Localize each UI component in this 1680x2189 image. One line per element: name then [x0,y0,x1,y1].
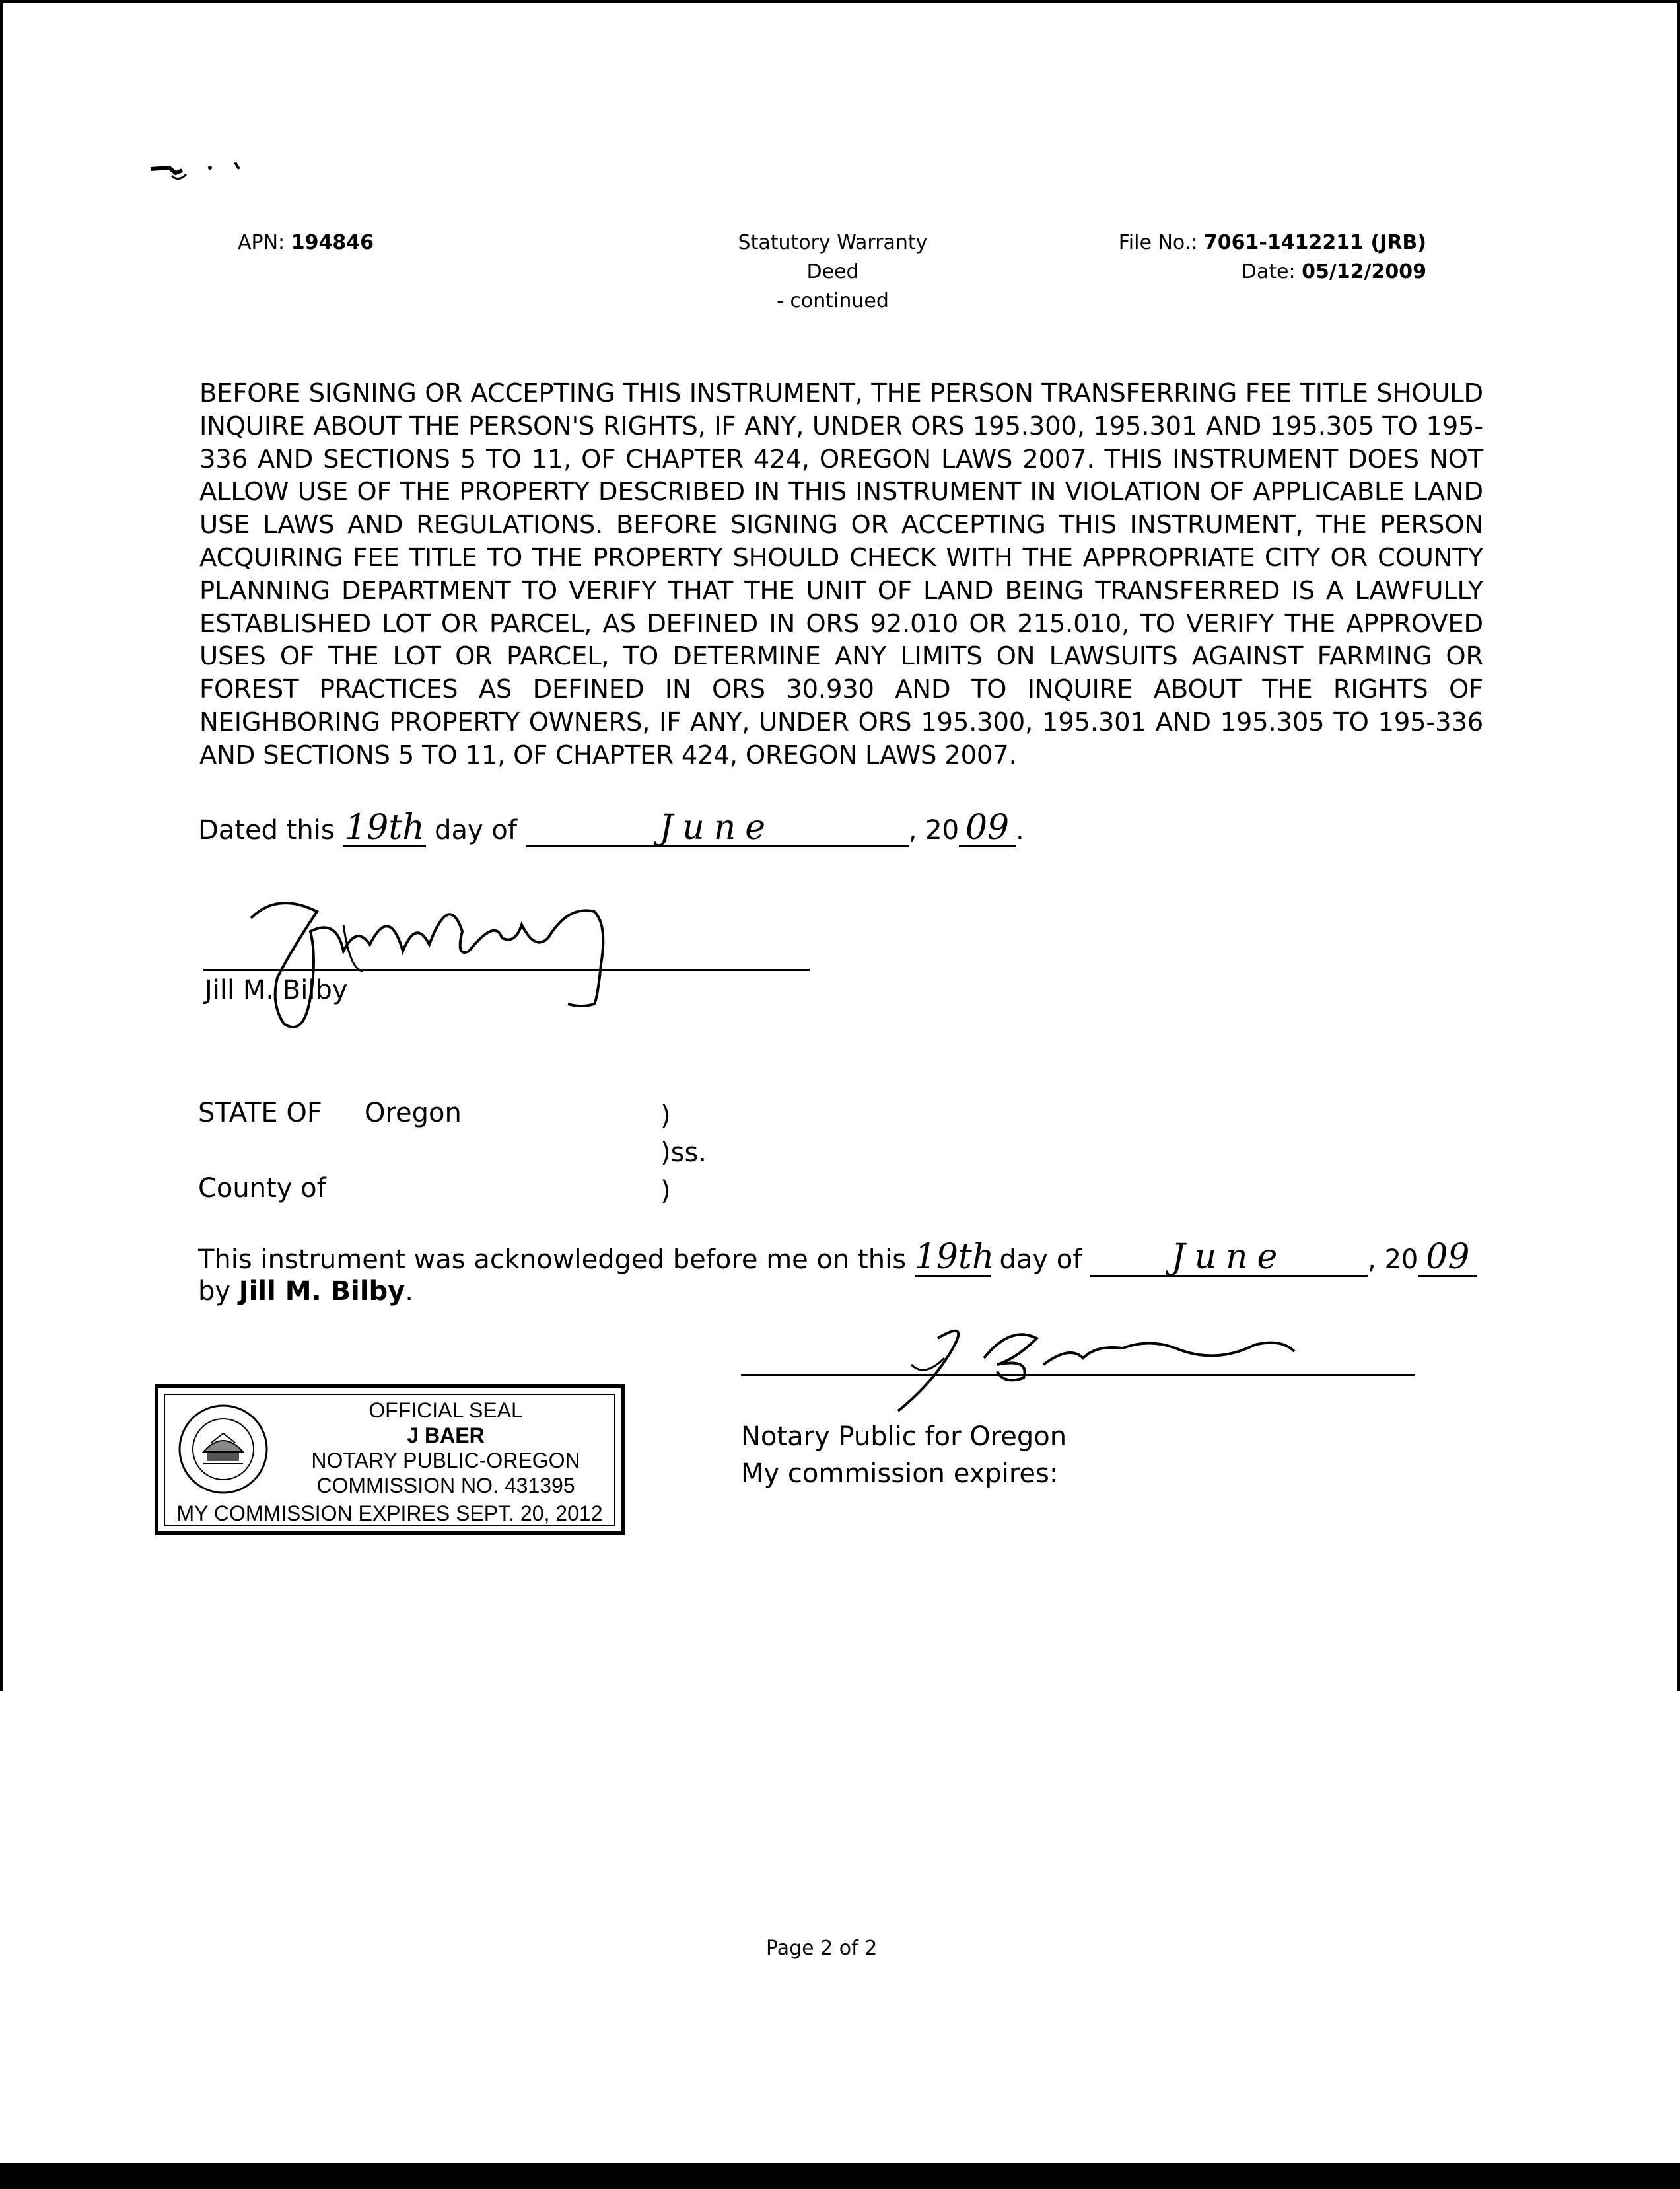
dated-line [198,810,1024,848]
file-number [1057,229,1426,258]
scan-mark [149,156,248,189]
oregon-seal-emblem-icon [177,1403,269,1495]
apn-value: 194846 [291,231,374,254]
date-value: 05/12/2009 [1302,260,1426,283]
dated-prefix: Dated this [198,815,335,845]
ack-by-line [198,1274,413,1309]
ack-year-prefix: , 20 [1368,1244,1418,1275]
seal-text [277,1398,614,1498]
title-line1: Statutory Warranty Deed [738,231,928,283]
ack-by-prefix: by [198,1276,231,1307]
ack-by-name: Jill M. Bilby [238,1276,405,1307]
page-number: Page 2 of 2 [766,1937,878,1960]
page-border-left [0,0,3,1691]
grantor-signature-line [203,969,810,971]
dated-year-prefix: , 20 [908,815,960,845]
seal-line4: COMMISSION NO. 431395 [316,1474,575,1497]
document-title [717,229,948,316]
ack-year: 09 [1418,1239,1477,1277]
file-date [1057,258,1426,287]
state-label: STATE OF [198,1098,322,1128]
ack-day: 19th [914,1237,995,1277]
scan-bottom-bar [0,2163,1680,2189]
apn [238,229,374,258]
seal-line2: J BAER [407,1423,485,1447]
grantor-signature [238,879,634,1044]
notary-line2: My commission expires: [741,1458,1059,1489]
venue-paren-2: ) [660,1176,671,1206]
venue-ss: )ss. [660,1137,707,1168]
notary-signature-line [741,1374,1415,1376]
seal-line5: MY COMMISSION EXPIRES SEPT. 20, 2012 [176,1501,603,1525]
acknowledgment-line [198,1239,1477,1277]
page-border-right [1677,0,1680,1691]
file-label: File No.: [1118,231,1198,254]
official-seal [155,1384,625,1535]
page-border-top [0,0,1680,3]
title-line2: - continued [777,289,889,312]
seal-line1: OFFICIAL SEAL [368,1398,523,1422]
dated-year: 09 [959,810,1016,847]
dated-suffix: . [1016,815,1024,845]
venue-paren-1: ) [660,1100,671,1131]
file-info [1057,229,1426,287]
dated-day: 19th [343,810,426,847]
county-label: County of [198,1173,326,1203]
dated-month: June [526,810,909,847]
seal-line3: NOTARY PUBLIC-OREGON [311,1449,580,1472]
ack-month: June [1090,1239,1368,1277]
notary-signature [858,1312,1334,1417]
state-value: Oregon [365,1098,462,1128]
signer-name: Jill M. Bilby [205,975,348,1005]
ack-by-suffix: . [405,1276,413,1307]
ack-middle: day of [999,1244,1082,1275]
date-label: Date: [1241,260,1296,283]
file-value: 7061-1412211 (JRB) [1203,231,1426,254]
dated-middle: day of [435,815,517,845]
warning-paragraph: BEFORE SIGNING OR ACCEPTING THIS INSTRUMENT, THE PERSON TRANSFERRING FEE TITLE SHOULD INQUIRE ABOUT THE PERSON'S RIGHTS, IF ANY, UNDER ORS 195.300, 195.301 AND 195.305 TO 195-336 AND SECTIONS 5 TO 11, OF CHAPTER 424, OREGON LAWS 2007. THIS INSTRUMENT DOES NOT ALLOW USE OF THE PROPERTY DESCRIBED IN THIS INSTRUMENT IN VIOLATION OF APPLICABLE LAND USE LAWS AND REGULATIONS. BEFORE SIGNING OR ACCEPTING THIS INSTRUMENT, THE PERSON ACQUIRING FEE TITLE TO THE PROPERTY SHOULD CHECK WITH THE APPROPRIATE CITY OR COUNTY PLANNING DEPARTMENT TO VERIFY THAT THE UNIT OF LAND BEING TRANSFERRED IS A LAWFULLY ESTABLISHED LOT OR PARCEL, AS DEFINED IN ORS 92.010 OR 215.010, TO VERIFY THE APPROVED USES OF THE LOT OR PARCEL, TO DETERMINE ANY LIMITS ON LAWSUITS AGAINST FARMING OR FOREST PRACTICES AS DEFINED IN ORS 30.930 AND TO INQUIRE ABOUT THE RIGHTS OF NEIGHBORING PROPERTY OWNERS, IF ANY, UNDER ORS 195.300, 195.301 AND 195.305 TO 195-336 AND SECTIONS 5 TO 11, OF CHAPTER 424, OREGON LAWS 2007. [199,378,1483,770]
ack-prefix: This instrument was acknowledged before me on this [198,1244,907,1275]
notary-line1: Notary Public for Oregon [741,1421,1067,1452]
apn-label: APN: [238,231,285,254]
